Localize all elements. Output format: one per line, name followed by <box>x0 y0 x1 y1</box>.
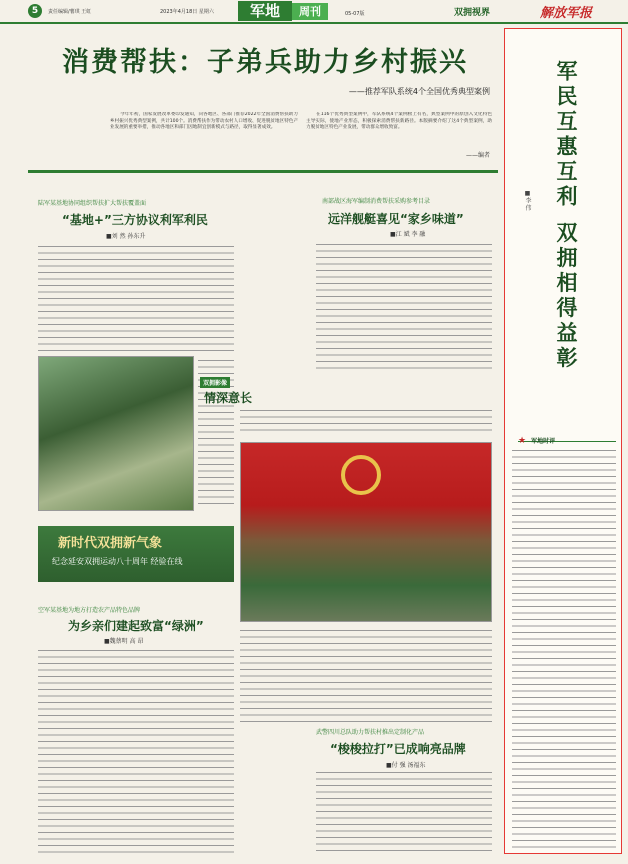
article4-kicker: 武警四川总队助力帮扶村推出定制化产品 <box>316 729 425 736</box>
commentary-author: ■李 伟 <box>524 190 531 211</box>
photo-feature-image <box>240 442 492 622</box>
emblem-icon <box>341 455 381 495</box>
photo-feature-title: 情深意长 <box>204 391 253 405</box>
article3-body <box>38 648 234 854</box>
article4-body <box>316 770 492 854</box>
article1-body <box>38 244 234 352</box>
intro-col-2: 在116个优秀典型案例中，军队系统4个案例榜上有名，典型案例中的原创入文化特色主导实际，使地产业形态，积极探索消费帮扶新路径。本版摘要介绍了这4个典型案例，助力脱贫地区特色产业发展，带动群众增收致富。 <box>306 112 492 130</box>
article2-title: 远洋舰艇喜见“家乡味道” <box>328 212 464 226</box>
commentary-title: 军民互惠互利 双拥相得益彰 <box>554 60 579 372</box>
page-header <box>0 0 628 24</box>
anniversary-banner <box>38 526 234 582</box>
article3-author: ■魏蔡明 高 昂 <box>104 638 144 645</box>
section-name: 双拥视界 <box>454 8 491 18</box>
article4-author: ■付 强 汤福东 <box>386 762 426 769</box>
brand-junde: 军地 <box>238 1 292 21</box>
commentary-label-bar <box>518 428 616 446</box>
intro-signature: ——编者 <box>466 152 491 159</box>
banner-line1: 新时代双拥新气象 <box>58 536 163 551</box>
photo-feature-caption <box>240 408 492 436</box>
article3-kicker: 空军某基地为地方打造农产品特色品牌 <box>38 607 141 614</box>
issue-range: 05-07版 <box>345 11 365 17</box>
brand-weekly: 周刊 <box>292 3 328 20</box>
star-icon: ★ <box>518 436 527 446</box>
intro-col-1: 今年年初，国家发展改革委印发通知，向各地区、各部门推荐2022年全国消费帮扶助力乡村振兴优秀典型案例，共计100个。消费帮扶作为带动农村人口增收、促进脱贫地区特色产业发展的重要举措，推动各地区和部门因地制宜创新模式与路径，取得显著成效。 <box>110 112 298 130</box>
paper-logo: 解放军报 <box>540 6 593 21</box>
photo-feature-body <box>240 628 492 724</box>
commentary-label: 军地时评 <box>531 438 556 445</box>
date-line: 2023年4月18日 星期六 <box>160 9 214 15</box>
banner-line2: 纪念延安双拥运动八十周年 经验在线 <box>52 557 183 566</box>
article4-title: “梭梭拉打”已成响亮品牌 <box>330 742 466 756</box>
article1-author: ■刘 然 孙东升 <box>106 233 146 240</box>
article1-kicker: 陆军某基地协同组织帮扶扩大帮扶覆盖面 <box>38 200 147 207</box>
article1-title: “基地+”三方协议利军利民 <box>62 213 208 227</box>
article2-kicker: 南部战区海军编制消费帮扶采购参考目录 <box>322 198 431 205</box>
photo-feature-label: 双拥影像 <box>200 377 230 388</box>
main-subheadline: ——推荐军队系统4个全国优秀典型案例 <box>348 87 490 96</box>
divider <box>28 170 498 173</box>
article3-title: 为乡亲们建起致富“绿洲” <box>68 619 204 633</box>
main-headline: 消费帮扶：子弟兵助力乡村振兴 <box>62 47 468 78</box>
commentary-body <box>512 448 616 848</box>
editor-line: 责任编辑/薯琪 王虹 <box>48 9 92 15</box>
article2-author: ■江 斌 李 融 <box>390 231 426 238</box>
article1-photo <box>38 356 194 511</box>
page-number: 5 <box>28 4 42 18</box>
article2-body <box>316 242 492 374</box>
